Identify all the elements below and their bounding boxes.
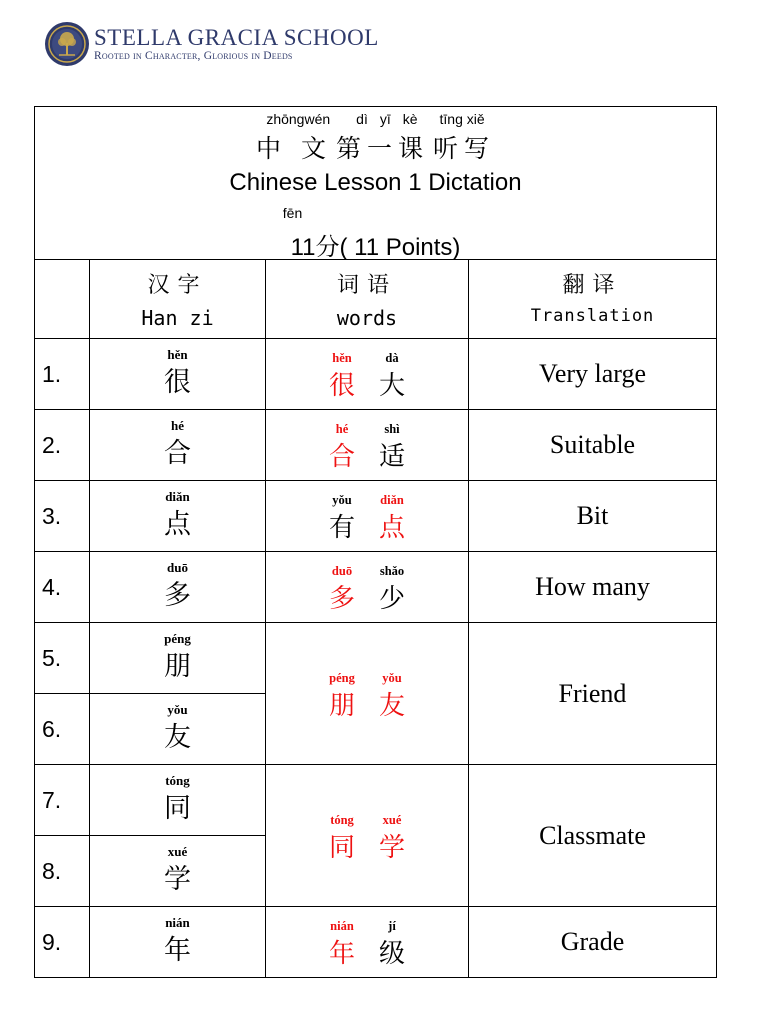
hanzi-cell	[90, 836, 266, 907]
row-number: 4.	[35, 552, 90, 623]
word-char: 点	[378, 513, 405, 543]
word-pinyin: hěn	[332, 351, 352, 365]
translation-cell: Grade	[469, 907, 717, 978]
title-block	[35, 107, 717, 260]
word-pinyin: xué	[382, 812, 402, 827]
hanzi: 点	[164, 509, 191, 540]
hanzi: 很	[164, 367, 191, 398]
pinyin: hé	[171, 418, 184, 433]
hanzi: 年	[164, 935, 191, 966]
word-cell	[266, 552, 469, 623]
translation-cell: Bit	[469, 481, 717, 552]
header-words: 词语 words	[266, 260, 469, 339]
hanzi-cell	[90, 410, 266, 481]
pinyin: hěn	[167, 347, 188, 362]
word-char: 多	[328, 584, 355, 614]
word-cell	[266, 907, 469, 978]
word-pinyin: shǎo	[379, 564, 405, 578]
header-hanzi: 汉字 Han zi	[90, 260, 266, 339]
word-char: 级	[378, 939, 405, 969]
table-row	[35, 907, 717, 978]
row-number: 1.	[35, 339, 90, 410]
hanzi-cell	[90, 481, 266, 552]
hanzi-cell	[90, 765, 266, 836]
pinyin: xué	[167, 844, 188, 859]
school-logo-icon	[44, 21, 90, 67]
translation-cell: Friend	[469, 623, 717, 765]
hanzi: 多	[164, 580, 191, 611]
word-pinyin: jí	[388, 919, 396, 933]
word-pinyin: yǒu	[332, 493, 352, 507]
word-cell	[266, 339, 469, 410]
row-number: 2.	[35, 410, 90, 481]
word-pinyin: diǎn	[380, 493, 404, 507]
translation-cell: Classmate	[469, 765, 717, 907]
word-pinyin: tóng	[330, 812, 354, 827]
points-label: 11分( 11 Points)	[290, 234, 461, 261]
word-char: 年	[328, 939, 355, 969]
hanzi-cell	[90, 907, 266, 978]
dictation-table	[34, 106, 717, 978]
word-char: 合	[328, 442, 355, 472]
translation-cell: Suitable	[469, 410, 717, 481]
pinyin: diǎn	[165, 489, 190, 504]
header-translation: 翻译 Translation	[469, 260, 717, 339]
school-header	[44, 20, 379, 68]
word-pinyin: yǒu	[382, 670, 402, 685]
word-pinyin: dà	[385, 351, 399, 365]
table-row	[35, 623, 717, 694]
table-row	[35, 552, 717, 623]
hanzi-cell	[90, 339, 266, 410]
header-number	[35, 260, 90, 339]
title-pinyin: zhōngwén dì yī kè tīng xiě	[266, 111, 485, 127]
pinyin: yǒu	[167, 702, 188, 717]
hanzi-cell	[90, 623, 266, 694]
word-pinyin: hé	[335, 422, 349, 436]
row-number: 5.	[35, 623, 90, 694]
word-char: 友	[378, 690, 405, 721]
pinyin: tóng	[165, 773, 190, 788]
row-number: 6.	[35, 694, 90, 765]
word-char: 适	[378, 442, 405, 472]
row-number: 7.	[35, 765, 90, 836]
table-row	[35, 765, 717, 836]
translation-cell: How many	[469, 552, 717, 623]
word-char: 有	[328, 513, 355, 543]
hanzi: 合	[164, 438, 191, 469]
hanzi: 学	[164, 864, 191, 895]
pinyin: duō	[167, 560, 188, 575]
word-pinyin: duō	[331, 564, 353, 578]
hanzi: 友	[164, 722, 191, 753]
word-char: 朋	[328, 690, 355, 721]
word-char: 很	[328, 371, 355, 401]
word-pinyin: péng	[329, 670, 355, 685]
title-chinese: 中 文 第一课 听写	[256, 134, 495, 163]
school-motto: Rooted in Character, Glorious in Deeds	[94, 49, 293, 62]
word-char: 大	[378, 371, 405, 401]
word-cell	[266, 765, 469, 907]
word-cell	[266, 410, 469, 481]
row-number: 9.	[35, 907, 90, 978]
hanzi-cell	[90, 694, 266, 765]
hanzi: 朋	[164, 651, 191, 682]
word-cell	[266, 623, 469, 765]
title-english: Chinese Lesson 1 Dictation	[229, 169, 522, 196]
word-pinyin: shì	[384, 422, 400, 436]
translation-cell: Very large	[469, 339, 717, 410]
pinyin: nián	[165, 915, 190, 930]
word-char: 少	[378, 584, 405, 614]
points-pinyin: fēn	[282, 205, 303, 221]
table-row	[35, 339, 717, 410]
word-cell	[266, 481, 469, 552]
hanzi: 同	[164, 793, 191, 824]
word-char: 学	[378, 832, 405, 863]
hanzi-cell	[90, 552, 266, 623]
row-number: 8.	[35, 836, 90, 907]
row-number: 3.	[35, 481, 90, 552]
table-row	[35, 410, 717, 481]
pinyin: péng	[164, 631, 191, 646]
table-row	[35, 481, 717, 552]
school-name: STELLA GRACIA SCHOOL	[94, 24, 379, 50]
word-pinyin: nián	[330, 919, 354, 933]
word-char: 同	[328, 832, 355, 863]
